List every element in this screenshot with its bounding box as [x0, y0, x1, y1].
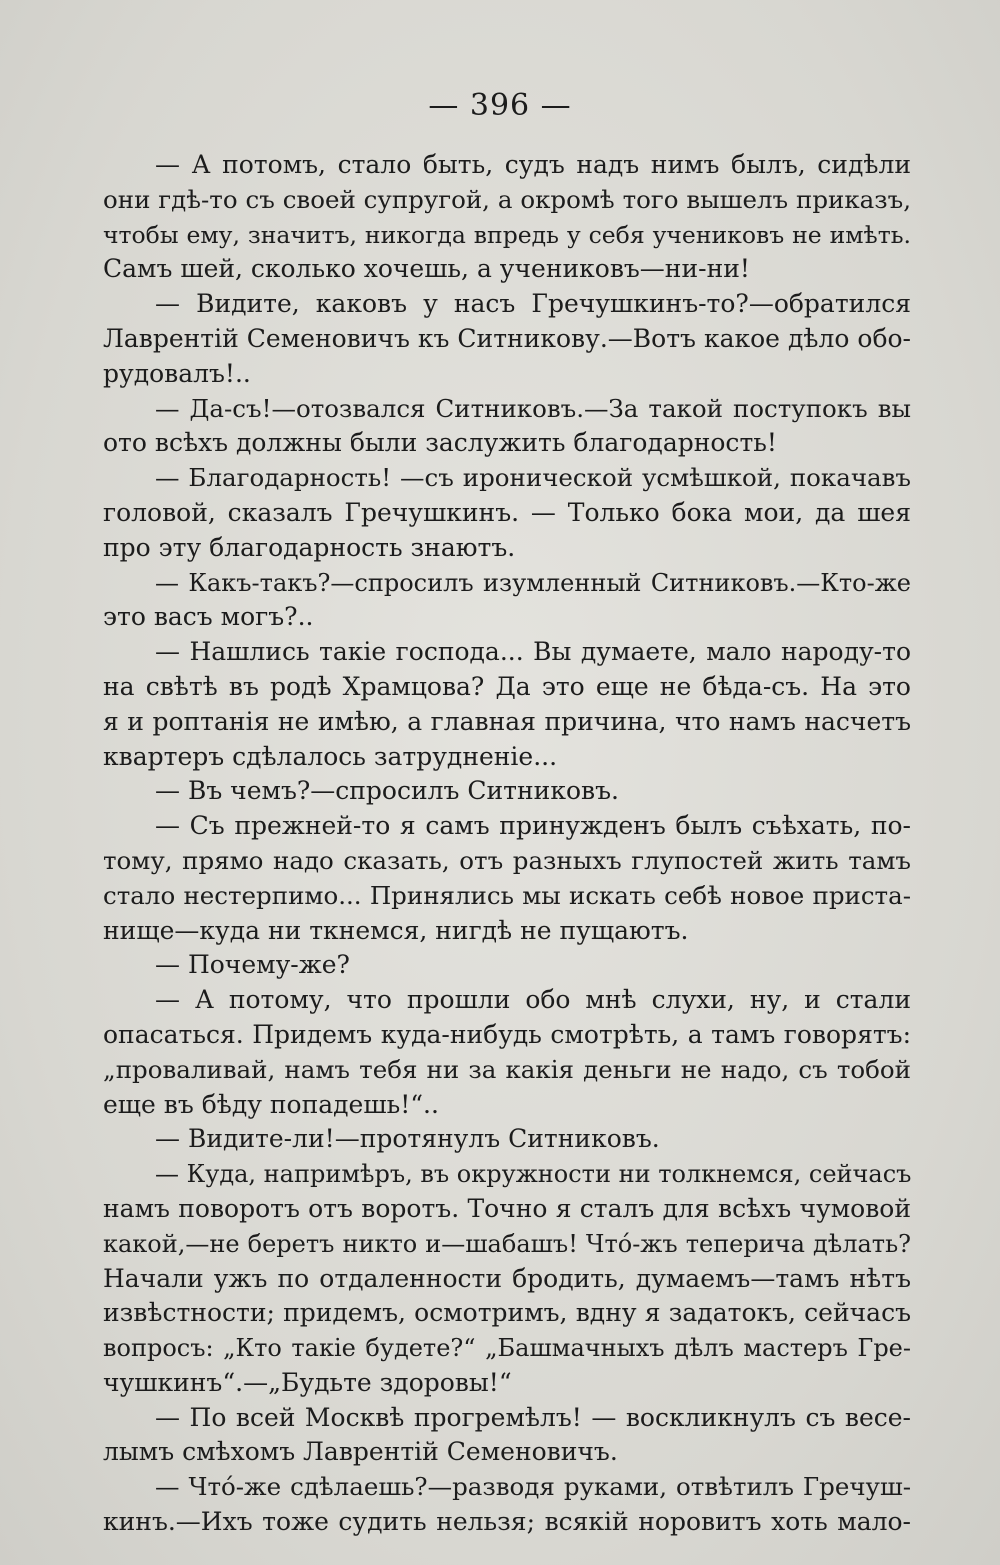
text-line: „проваливай, намъ тебя ни за какія деньги не надо, съ тобой	[103, 1054, 911, 1084]
text-line: нище—куда ни ткнемся, нигдѣ не пущаютъ.	[103, 915, 689, 945]
text-line: на свѣтѣ въ родѣ Храмцова? Да это еще не бѣда-съ. На это	[103, 671, 911, 701]
text-line: — Нашлись такіе господа... Вы думаете, мало народу-то	[155, 637, 911, 667]
text-line: — Да-съ!—отозвался Ситниковъ.—За такой поступокъ вы	[155, 393, 911, 423]
text-line: тому, прямо надо сказать, отъ разныхъ глупостей жить тамъ	[103, 845, 911, 875]
text-line: рудовалъ!..	[103, 358, 251, 388]
text-line: кинъ.—Ихъ тоже судить нельзя; всякій норовитъ хоть мало-	[103, 1507, 911, 1537]
text-line: — Чтó-же сдѣлаешь?—разводя руками, отвѣтилъ Гречуш-	[155, 1472, 911, 1502]
text-line: вопросъ: „Кто такіе будете?“ „Башмачныхъ дѣлъ мастеръ Гре-	[103, 1334, 911, 1363]
text-line: — Съ прежней-то я самъ принужденъ былъ съѣхать, по-	[155, 811, 911, 841]
text-line: они гдѣ-то съ своей супругой, а окромѣ того вышелъ приказъ,	[103, 184, 911, 214]
page-number: — 396 —	[428, 88, 572, 123]
text-line: — Въ чемъ?—спросилъ Ситниковъ.	[155, 776, 619, 806]
text-line: я и роптанія не имѣю, а главная причина, что намъ насчетъ	[103, 706, 911, 736]
text-line: стало нестерпимо... Принялись мы искать себѣ новое приста-	[103, 880, 911, 910]
text-line: намъ поворотъ отъ воротъ. Точно я сталъ для всѣхъ чумовой	[103, 1193, 911, 1223]
text-line: лымъ смѣхомъ Лаврентій Семеновичъ.	[103, 1437, 618, 1467]
body-text	[103, 148, 911, 1540]
text-line: — А потому, что прошли обо мнѣ слухи, ну, и стали	[155, 985, 911, 1015]
text-line: — Видите-ли!—протянулъ Ситниковъ.	[155, 1124, 660, 1154]
text-line: головой, сказалъ Гречушкинъ. — Только бока мои, да шея	[103, 497, 911, 527]
text-line: — А потомъ, стало быть, судъ надъ нимъ былъ, сидѣли	[155, 150, 911, 179]
text-line: какой,—не беретъ никто и—шабашъ! Чтó-жъ теперича дѣлать?	[103, 1229, 911, 1258]
text-line: извѣстности; придемъ, осмотримъ, вдну я задатокъ, сейчасъ	[103, 1298, 911, 1328]
text-line: еще въ бѣду попадешь!“..	[103, 1089, 439, 1119]
text-line: Лаврентій Семеновичъ къ Ситникову.—Вотъ какое дѣло обо-	[103, 323, 911, 353]
text-line: Начали ужъ по отдаленности бродить, думаемъ—тамъ нѣтъ	[103, 1263, 911, 1293]
text-line: Самъ шей, сколько хочешь, а учениковъ—ни-ни!	[103, 254, 750, 284]
text-line: — Куда, напримѣръ, въ окружности ни толкнемся, сейчасъ	[155, 1160, 911, 1189]
text-line: — По всей Москвѣ прогремѣлъ! — воскликнулъ съ весе-	[155, 1402, 911, 1432]
text-line: про эту благодарность знаютъ.	[103, 532, 516, 562]
text-line: — Видите, каковъ у насъ Гречушкинъ-то?—обратился	[155, 289, 911, 319]
text-line: квартеръ сдѣлалось затрудненіе...	[103, 741, 558, 771]
text-line: — Какъ-такъ?—спросилъ изумленный Ситниковъ.—Кто-же	[155, 568, 911, 597]
text-line: опасаться. Придемъ куда-нибудь смотрѣть, а тамъ говорятъ:	[103, 1019, 911, 1049]
text-line: чтобы ему, значитъ, никогда впредь у себя учениковъ не имѣть.	[103, 220, 911, 249]
text-line: чушкинъ“.—„Будьте здоровы!“	[103, 1367, 512, 1397]
text-line: — Благодарность! —съ иронической усмѣшкой, покачавъ	[155, 463, 911, 493]
text-line: ото всѣхъ должны были заслужить благодарность!	[103, 428, 777, 458]
text-line: — Почему-же?	[155, 950, 350, 980]
text-line: это васъ могъ?..	[103, 602, 314, 632]
